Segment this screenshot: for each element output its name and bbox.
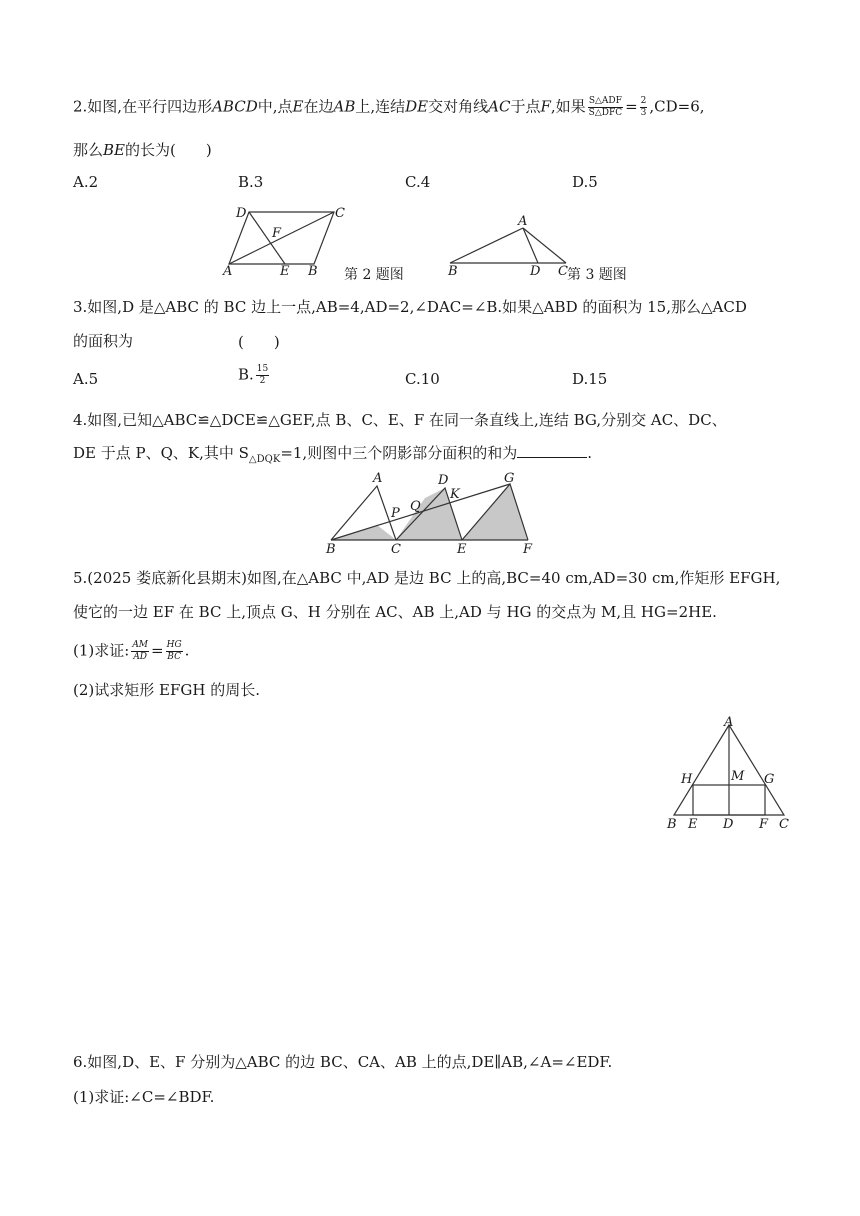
fraction-denominator: AD xyxy=(133,652,148,662)
fraction-numerator: S△ADF xyxy=(588,96,622,106)
fraction-numerator: HG xyxy=(166,640,182,650)
q4-subscript: △DQK xyxy=(248,454,281,465)
label-q: Q xyxy=(410,499,421,514)
label-k: K xyxy=(450,487,460,502)
label-a: A xyxy=(724,715,734,730)
q4-text: =1,则图中三个阴影部分面积的和为 xyxy=(280,444,518,462)
q2-figure-caption: 第 2 题图 xyxy=(344,267,404,283)
q5-text: (1)求证: xyxy=(73,641,130,660)
label-a: A xyxy=(223,264,233,279)
q2-text: 2.如图,在平行四边形 xyxy=(73,97,213,116)
q2-option-a: A.2 xyxy=(73,173,99,191)
label-e: E xyxy=(688,817,698,832)
q2-var: BE xyxy=(103,141,125,159)
label-d: D xyxy=(236,206,247,221)
label-f: F xyxy=(272,226,282,241)
label-c: C xyxy=(335,206,345,221)
q3-option-c: C.10 xyxy=(405,370,440,388)
q2-text: 中,点 xyxy=(257,97,293,116)
q2-text: 的长为( ) xyxy=(125,141,212,159)
fraction-denominator: 2 xyxy=(259,376,266,386)
label-f: F xyxy=(759,817,769,832)
q2-var: AC xyxy=(488,97,511,116)
q2-text: ,CD=6, xyxy=(649,97,705,116)
q2-var: ABCD xyxy=(212,97,258,116)
fraction-numerator: 15 xyxy=(256,364,269,374)
q6-line1: 6.如图,D、E、F 分别为△ABC 的边 BC、CA、AB 上的点,DE∥AB,∠A=∠EDF. xyxy=(73,1053,613,1071)
label-a: A xyxy=(518,214,528,229)
label-m: M xyxy=(731,769,745,784)
fraction-denominator: BC xyxy=(167,652,181,662)
label-c: C xyxy=(391,542,401,557)
q2-text: ,如果 xyxy=(550,97,586,116)
fraction-denominator: S△DFC xyxy=(588,108,623,118)
q2-text: 在边 xyxy=(303,97,334,116)
label-b: B xyxy=(667,817,677,832)
q2-var: F xyxy=(540,97,551,116)
label-d: D xyxy=(530,264,541,279)
fraction-numerator: 2 xyxy=(640,96,647,106)
q4-text: DE 于点 P、Q、K,其中 S xyxy=(73,444,249,462)
label-g: G xyxy=(764,772,775,787)
label-b: B xyxy=(326,542,336,557)
q2-text: 上,连结 xyxy=(355,97,406,116)
label-a: A xyxy=(373,471,383,486)
fraction-denominator: 3 xyxy=(640,108,647,118)
q2-var: AB xyxy=(333,97,356,116)
q5-sub2: (2)试求矩形 EFGH 的周长. xyxy=(73,681,260,699)
label-c: C xyxy=(558,264,568,279)
equals-sign: = xyxy=(151,641,164,660)
equals-sign: = xyxy=(625,97,638,116)
q4-line1: 4.如图,已知△ABC≌△DCE≌△GEF,点 B、C、E、F 在同一条直线上,连结 BG,分别交 AC、DC、 xyxy=(73,411,727,429)
q3-line1: 3.如图,D 是△ABC 的 BC 边上一点,AB=4,AD=2,∠DAC=∠B.如果△ABD 的面积为 15,那么△ACD xyxy=(73,298,747,316)
q2-text: 那么 xyxy=(73,141,104,159)
q2-option-c: C.4 xyxy=(405,173,431,191)
q5-line2: 使它的一边 EF 在 BC 上,顶点 G、H 分别在 AC、AB 上,AD 与 HG 的交点为 M,且 HG=2HE. xyxy=(73,603,717,621)
q3-option-d: D.15 xyxy=(572,370,608,388)
q2-option-d: D.5 xyxy=(572,173,598,191)
label-b: B xyxy=(448,264,458,279)
label-h: H xyxy=(681,772,693,787)
q3-paren: ( ) xyxy=(238,333,280,351)
fraction-numerator: AM xyxy=(132,640,149,650)
q2-text: 交对角线 xyxy=(428,97,489,116)
q5-line1: 5.(2025 娄底新化县期末)如图,在△ABC 中,AD 是边 BC 上的高,BC=40 cm,AD=30 cm,作矩形 EFGH, xyxy=(73,569,781,587)
q6-sub1: (1)求证:∠C=∠BDF. xyxy=(73,1088,215,1106)
q5-text: . xyxy=(184,641,190,660)
option-label: B. xyxy=(238,365,254,384)
label-p: P xyxy=(391,506,400,521)
q2-option-b: B.3 xyxy=(238,173,264,191)
label-d: D xyxy=(438,473,449,488)
q3-text: 的面积为 xyxy=(73,332,134,350)
label-e: E xyxy=(457,542,467,557)
q3-option-a: A.5 xyxy=(73,370,99,388)
label-g: G xyxy=(504,471,515,486)
label-c: C xyxy=(779,817,789,832)
q2-var: DE xyxy=(405,97,429,116)
label-d: D xyxy=(723,817,734,832)
label-b: B xyxy=(308,264,318,279)
label-f: F xyxy=(523,542,533,557)
q2-text: 于点 xyxy=(510,97,541,116)
label-e: E xyxy=(280,264,290,279)
q3-figure-caption: 第 3 题图 xyxy=(567,267,627,283)
q2-var: E xyxy=(292,97,304,116)
q4-text: . xyxy=(587,444,592,462)
